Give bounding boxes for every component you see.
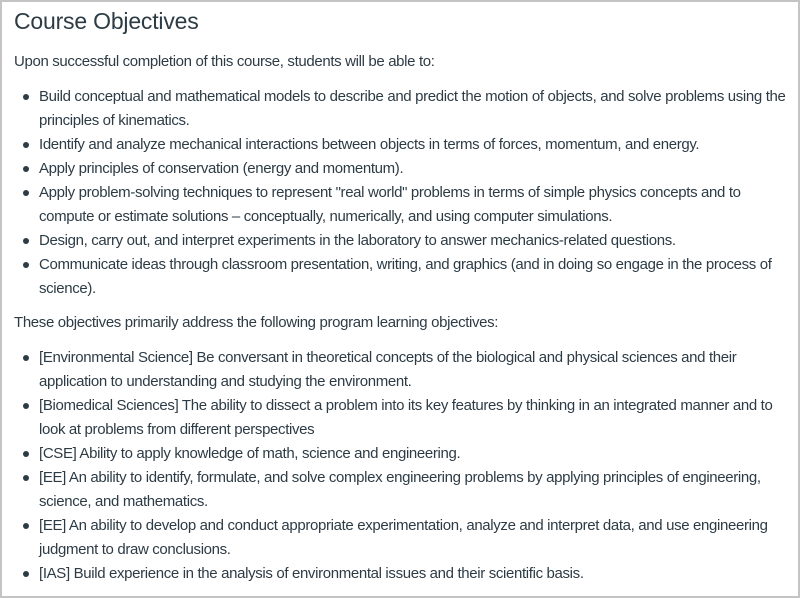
list-item-text: [EE] An ability to identify, formulate, and solve complex engineering problems by applying principles of engineering, science, and mathematics. (39, 469, 761, 510)
bullet-icon (23, 403, 29, 409)
list-item (39, 394, 790, 442)
bullet-icon (23, 355, 29, 361)
bullet-icon (23, 166, 29, 172)
list-item (39, 253, 790, 301)
list-item (39, 229, 790, 253)
objectives-list (14, 85, 790, 301)
bullet-icon (23, 523, 29, 529)
bullet-icon (23, 94, 29, 100)
list-item (39, 133, 790, 157)
bullet-icon (23, 451, 29, 457)
course-objectives-section (14, 6, 790, 586)
list-item-text: [CSE] Ability to apply knowledge of math, science and engineering. (39, 445, 461, 462)
list-item (39, 466, 790, 514)
bullet-icon (23, 262, 29, 268)
bullet-icon (23, 475, 29, 481)
list-item-text: Design, carry out, and interpret experiments in the laboratory to answer mechanics-related questions. (39, 232, 676, 249)
bullet-icon (23, 238, 29, 244)
list-item (39, 85, 790, 133)
page-title: Course Objectives (14, 8, 199, 34)
list-item (39, 562, 790, 586)
program-objectives-list (14, 346, 790, 586)
list-item (39, 181, 790, 229)
bullet-icon (23, 190, 29, 196)
list-item (39, 346, 790, 394)
program-intro-text: These objectives primarily address the following program learning objectives: (14, 314, 499, 331)
list-item (39, 514, 790, 562)
list-item-text: [Biomedical Sciences] The ability to dissect a problem into its key features by thinking in an integrated manner and to look at problems from different perspectives (39, 397, 773, 438)
list-item-text: [Environmental Science] Be conversant in theoretical concepts of the biological and physical sciences and their application to understanding and studying the environment. (39, 349, 737, 390)
list-item-text: Identify and analyze mechanical interactions between objects in terms of forces, momentum, and energy. (39, 136, 700, 153)
bullet-icon (23, 142, 29, 148)
list-item-text: Apply principles of conservation (energy and momentum). (39, 160, 404, 177)
list-item (39, 157, 790, 181)
list-item-text: Build conceptual and mathematical models to describe and predict the motion of objects, and solve problems using the principles of kinematics. (39, 88, 786, 129)
list-item-text: [IAS] Build experience in the analysis of environmental issues and their scientific basis. (39, 565, 584, 582)
list-item-text: [EE] An ability to develop and conduct appropriate experimentation, analyze and interpret data, and use engineering judgment to draw conclusions. (39, 517, 768, 558)
list-item-text: Communicate ideas through classroom presentation, writing, and graphics (and in doing so engage in the process of science). (39, 256, 772, 297)
intro-text: Upon successful completion of this course, students will be able to: (14, 53, 435, 70)
bullet-icon (23, 571, 29, 577)
list-item (39, 442, 790, 466)
list-item-text: Apply problem-solving techniques to represent "real world" problems in terms of simple physics concepts and to compute or estimate solutions – conceptually, numerically, and using computer simulations. (39, 184, 741, 225)
